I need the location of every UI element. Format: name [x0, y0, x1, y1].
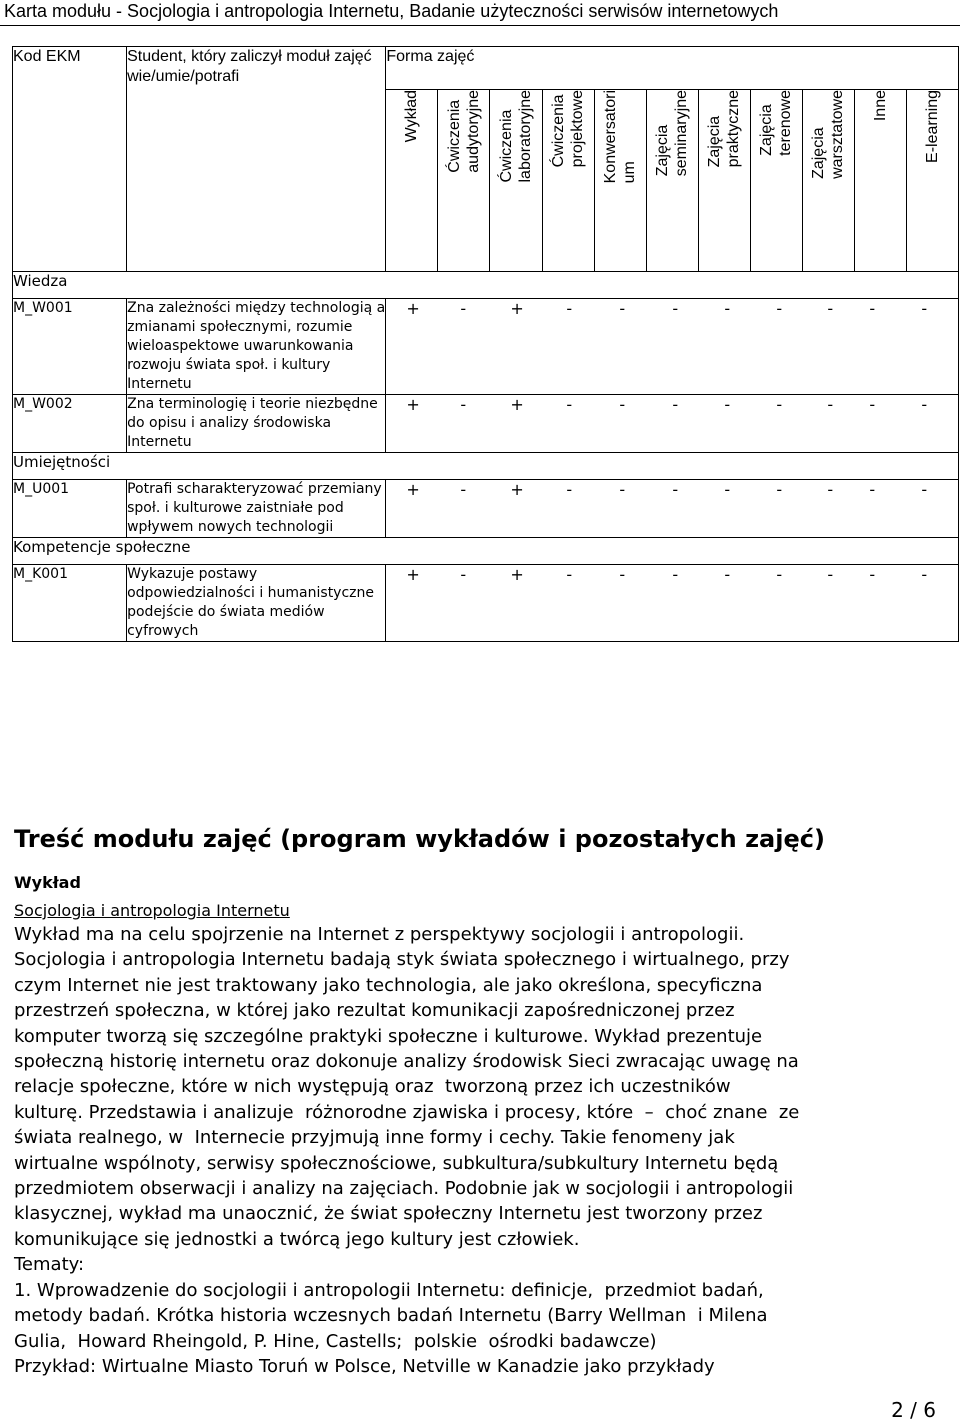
module-content	[14, 822, 944, 1379]
content-line: relacje społeczne, które w nich występują oraz tworzoną przez ich uczestników	[14, 1076, 731, 1098]
section-row	[13, 538, 959, 565]
lecture-title: Socjologia i antropologia Internetu	[14, 901, 290, 920]
content-line: czym Internet nie jest traktowany jako technologia, ale jako określona, specyficzna	[14, 974, 763, 996]
form-header-label: E-learning	[923, 90, 941, 163]
form-mark: -	[672, 565, 679, 584]
form-mark: -	[827, 395, 834, 414]
form-mark: -	[460, 395, 467, 414]
content-line: komputer tworzą się szczególne praktyki społeczne i kulturowe. Wykład prezentuje	[14, 1025, 763, 1047]
form-mark: -	[460, 565, 467, 584]
form-header	[594, 90, 646, 272]
outcome-marks	[386, 480, 959, 538]
form-mark: -	[672, 299, 679, 318]
form-header	[490, 90, 542, 272]
form-mark: -	[869, 299, 876, 318]
col-header-forma: Forma zajęć	[386, 47, 959, 90]
outcome-description: Wykazuje postawy odpowiedzialności i humanistyczne podejście do świata mediów cyfrowych	[127, 565, 386, 642]
form-header	[802, 90, 854, 272]
form-mark: -	[827, 480, 834, 499]
outcome-description: Potrafi scharakteryzować przemiany społ. i kulturowe zaistniałe pod wpływem nowych technologii	[127, 480, 386, 538]
form-mark: -	[460, 480, 467, 499]
section-label: Umiejętności	[13, 453, 111, 471]
section-header	[13, 272, 959, 299]
form-mark: -	[619, 565, 626, 584]
form-header-label: Konwersatori um	[602, 90, 639, 184]
col-header-outcome: Student, który zaliczył moduł zajęć wie/umie/potrafi	[127, 47, 386, 272]
form-mark: -	[921, 299, 928, 318]
col-header-code: Kod EKM	[13, 47, 127, 272]
lecture-description	[14, 922, 944, 1379]
form-mark: +	[510, 480, 524, 499]
form-header	[906, 90, 958, 272]
section-heading: Treść modułu zajęć (program wykładów i pozostałych zajęć)	[14, 825, 825, 853]
lecture-label: Wykład	[14, 873, 81, 892]
content-line: kulturę. Przedstawia i analizuje różnorodne zjawiska i procesy, które – choć znane ze	[14, 1101, 800, 1123]
section-header	[13, 538, 959, 565]
content-line: Przykład: Wirtualne Miasto Toruń w Polsce, Netville w Kanadzie jako przykłady	[14, 1355, 715, 1377]
form-mark: -	[921, 395, 928, 414]
form-header	[438, 90, 490, 272]
content-line: 1. Wprowadzenie do socjologii i antropologii Internetu: definicje, przedmiot badań,	[14, 1279, 764, 1301]
content-line: metody badań. Krótka historia wczesnych badań Internetu (Barry Wellman i Milena	[14, 1305, 768, 1327]
form-mark: -	[672, 480, 679, 499]
form-header-label: Ćwiczenia laboratoryjne	[497, 90, 534, 183]
outcome-description: Zna terminologię i teorie niezbędne do opisu i analizy środowiska Internetu	[127, 395, 386, 453]
form-header	[750, 90, 802, 272]
form-mark: -	[827, 565, 834, 584]
form-mark: -	[869, 480, 876, 499]
form-mark: -	[566, 565, 573, 584]
content-line: klasycznej, wykład ma unaocznić, że świat społeczny Internetu jest tworzony przez	[14, 1203, 763, 1225]
outcome-row	[13, 395, 959, 453]
form-mark: -	[869, 395, 876, 414]
form-header	[542, 90, 594, 272]
content-line: świata realnego, w Internecie przyjmują inne formy i cechy. Takie fenomeny jak	[14, 1127, 735, 1149]
form-header	[698, 90, 750, 272]
page-number: 2 / 6	[891, 1398, 936, 1422]
form-header-label: Zajęcia praktyczne	[706, 90, 743, 168]
form-mark: -	[776, 480, 783, 499]
outcome-description: Zna zależności między technologią a zmianami społecznymi, rozumie wieloaspektowe uwarunkowania rozwoju świata społ. i kultury Internetu	[127, 299, 386, 395]
form-mark: -	[827, 299, 834, 318]
outcome-row	[13, 480, 959, 538]
form-mark: -	[566, 299, 573, 318]
form-mark: +	[406, 395, 420, 414]
document-title: Karta modułu - Socjologia i antropologia Internetu, Badanie użyteczności serwisów internetowych	[4, 1, 779, 21]
page-header	[0, 0, 960, 26]
form-mark: -	[724, 565, 731, 584]
form-mark: -	[619, 480, 626, 499]
section-label: Kompetencje społeczne	[13, 538, 191, 556]
form-mark: -	[672, 395, 679, 414]
content-line: Socjologia i antropologia Internetu badają styk świata społecznego i wirtualnego, przy	[14, 949, 790, 971]
outcome-marks	[386, 299, 959, 395]
form-header-label: Inne	[871, 90, 889, 122]
outcome-marks	[386, 395, 959, 453]
form-header-label: Ćwiczenia audytoryjne	[445, 90, 482, 173]
section-row	[13, 453, 959, 480]
header-row	[13, 47, 959, 90]
form-mark: -	[776, 299, 783, 318]
form-mark: -	[776, 395, 783, 414]
form-header	[646, 90, 698, 272]
outcome-code: M_W001	[13, 299, 127, 395]
form-mark: +	[510, 395, 524, 414]
section-row	[13, 272, 959, 299]
form-mark: -	[776, 565, 783, 584]
form-header-label: Ćwiczenia projektowe	[550, 90, 587, 168]
form-mark: -	[921, 480, 928, 499]
form-header	[386, 90, 438, 272]
form-mark: +	[406, 565, 420, 584]
form-mark: -	[566, 395, 573, 414]
form-header-label: Zajęcia terenowe	[758, 90, 795, 156]
content-line: Gulia, Howard Rheingold, P. Hine, Castells; polskie ośrodki badawcze)	[14, 1330, 657, 1352]
form-mark: -	[619, 299, 626, 318]
form-mark: -	[460, 299, 467, 318]
form-mark: -	[724, 480, 731, 499]
outcome-marks	[386, 565, 959, 642]
form-mark: +	[510, 565, 524, 584]
form-mark: -	[921, 565, 928, 584]
content-line: społeczną historię internetu oraz dokonuje analizy środowisk Sieci zwracając uwagę na	[14, 1051, 799, 1073]
form-mark: +	[406, 299, 420, 318]
form-mark: -	[566, 480, 573, 499]
outcome-code: M_K001	[13, 565, 127, 642]
content-line: komunikujące się jednostki a twórcą jego kultury jest człowiek.	[14, 1228, 580, 1250]
content-line: przestrzeń społeczna, w której jako rezultat komunikacji zapośredniczonej przez	[14, 1000, 735, 1022]
outcome-code: M_U001	[13, 480, 127, 538]
content-line: Tematy:	[14, 1254, 85, 1276]
learning-outcomes-table	[12, 46, 959, 642]
content-line: przedmiotem obserwacji i analizy na zajęciach. Podobnie jak w socjologii i antropologii	[14, 1178, 794, 1200]
content-line: wirtualne wspólnoty, serwisy społecznościowe, subkultura/subkultury Internetu będą	[14, 1152, 779, 1174]
form-mark: -	[724, 395, 731, 414]
form-header	[854, 90, 906, 272]
form-mark: +	[510, 299, 524, 318]
form-mark: -	[619, 395, 626, 414]
content-line: Wykład ma na celu spojrzenie na Internet z perspektywy socjologii i antropologii.	[14, 924, 745, 945]
form-header-label: Zajęcia warsztatowe	[810, 90, 847, 179]
outcome-row	[13, 299, 959, 395]
section-label: Wiedza	[13, 272, 68, 290]
form-mark: +	[406, 480, 420, 499]
form-header-label: Wykład	[403, 90, 421, 143]
form-mark: -	[869, 565, 876, 584]
form-mark: -	[724, 299, 731, 318]
section-header	[13, 453, 959, 480]
outcome-code: M_W002	[13, 395, 127, 453]
form-header-label: Zajęcia seminaryjne	[654, 90, 691, 177]
outcome-row	[13, 565, 959, 642]
